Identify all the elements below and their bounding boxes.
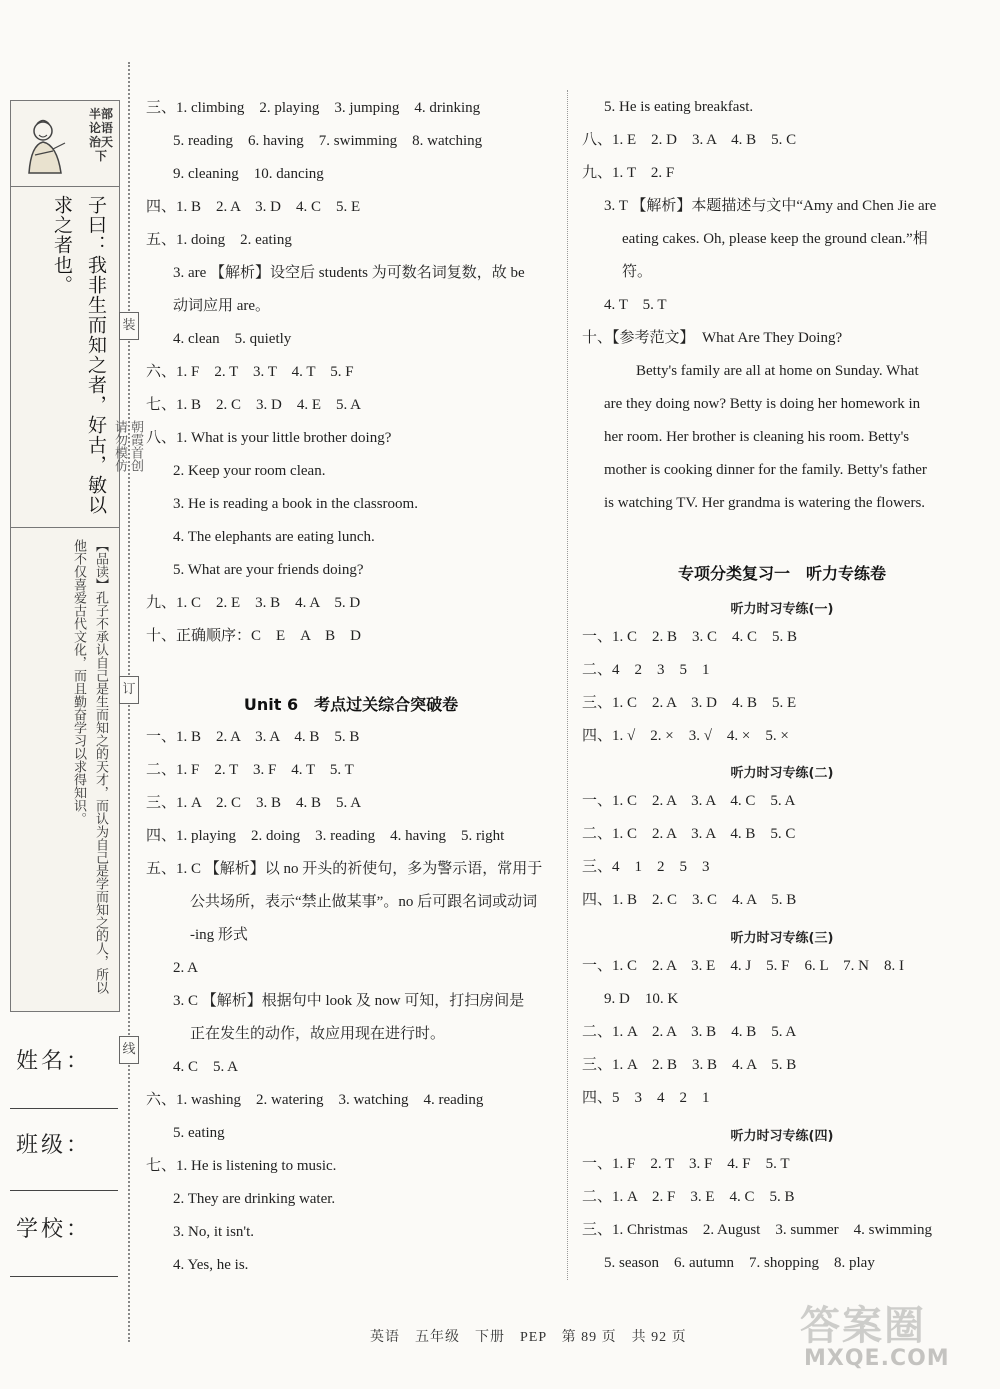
answer-line: 符。 [622, 264, 653, 280]
name-line [10, 1108, 118, 1109]
series-title: 半部论语治天下 [88, 107, 113, 163]
answer-line: 9. D 10. K [604, 991, 679, 1007]
answer-line: 5. He is eating breakfast. [604, 99, 754, 115]
section-title: 专项分类复习一 听力专练卷 [677, 564, 886, 583]
column-divider [567, 90, 568, 1280]
answer-line: 三、1. Christmas 2. August 3. summer 4. swimming [582, 1222, 933, 1238]
answer-line: 二、1. A 2. A 3. B 4. B 5. A [582, 1024, 797, 1040]
answer-line: 六、1. F 2. T 3. T 4. T 5. F [146, 364, 354, 380]
site-watermark [790, 1290, 990, 1380]
answer-line: 三、1. climbing 2. playing 3. jumping 4. drinking [146, 100, 481, 116]
answer-line: eating cakes. Oh, please keep the ground clean.”相 [622, 231, 928, 247]
answer-line: 五、1. doing 2. eating [146, 232, 292, 248]
answer-line: 一、1. C 2. A 3. A 4. C 5. A [582, 793, 796, 809]
answer-line: 十、【参考范文】 What Are They Doing? [582, 330, 843, 346]
answer-line: 八、1. What is your little brother doing? [146, 430, 392, 446]
answer-line: 三、1. A 2. B 3. B 4. A 5. B [582, 1057, 797, 1073]
answer-line: 四、5 3 4 2 1 [582, 1090, 710, 1106]
essay-line: are they doing now? Betty is doing her homework in [604, 396, 921, 412]
answer-line: 4. The elephants are eating lunch. [173, 529, 375, 545]
answer-line: 三、1. A 2. C 3. B 4. B 5. A [146, 795, 362, 811]
answer-line: 9. cleaning 10. dancing [173, 166, 324, 182]
cut-motto-line-1: 朝霞首创 [128, 420, 143, 472]
watermark-url: MXQE.COM [804, 1346, 950, 1371]
answer-line: 4. clean 5. quietly [173, 331, 292, 347]
answer-line: 二、1. C 2. A 3. A 4. B 5. C [582, 826, 796, 842]
answer-line: 七、1. B 2. C 3. D 4. E 5. A [146, 397, 362, 413]
subsection-title: 听力时习专练(四) [730, 1129, 834, 1144]
cut-marker-2: 订 [119, 676, 139, 704]
answer-line: 3. No, it isn't. [173, 1224, 255, 1240]
answer-line: 4. C 5. A [173, 1059, 239, 1075]
confucius-figure-icon [19, 115, 75, 177]
answer-line: 2. A [173, 960, 199, 976]
answer-line: 八、1. E 2. D 3. A 4. B 5. C [582, 132, 797, 148]
answer-line: 三、1. C 2. A 3. D 4. B 5. E [582, 695, 797, 711]
answer-line: 4. T 5. T [604, 297, 667, 313]
answer-line: 九、1. C 2. E 3. B 4. A 5. D [146, 595, 361, 611]
answer-line: 七、1. He is listening to music. [146, 1158, 337, 1174]
answer-line: 九、1. T 2. F [582, 165, 675, 181]
name-label: 姓名： [16, 1049, 92, 1074]
answer-line: -ing 形式 [190, 927, 248, 943]
page-footer: 英语 五年级 下册 PEP 第 89 页 共 92 页 [370, 1330, 687, 1345]
quote-panel [11, 187, 119, 528]
cut-motto [112, 420, 142, 600]
answer-line: 3. T 【解析】本题描述与文中“Amy and Chen Jie are [604, 198, 937, 214]
sidebar-header [11, 101, 119, 187]
answer-line: 一、1. F 2. T 3. F 4. F 5. T [582, 1156, 790, 1172]
confucius-quote: 子曰：我非生而知之者，好古，敏以求之者也。 [51, 195, 107, 515]
cut-marker-3: 线 [119, 1036, 139, 1064]
answer-line: 四、1. playing 2. doing 3. reading 4. having 5. right [146, 828, 505, 844]
answer-line: 5. reading 6. having 7. swimming 8. watching [173, 133, 483, 149]
school-line [10, 1276, 118, 1277]
answer-line: 3. are 【解析】设空后 students 为可数名词复数，故 be [173, 265, 525, 281]
essay-line: Betty's family are all at home on Sunday. What [636, 363, 919, 379]
subsection-title: 听力时习专练(一) [730, 602, 834, 617]
answer-line: 2. They are drinking water. [173, 1191, 336, 1207]
answer-line: 三、4 1 2 5 3 [582, 859, 710, 875]
subsection-title: 听力时习专练(三) [730, 931, 834, 946]
answer-line: 动词应用 are。 [173, 298, 271, 314]
answer-line: 3. C 【解析】根据句中 look 及 now 可知，打扫房间是 [173, 993, 525, 1009]
essay-line: mother is cooking dinner for the family. Betty's father [604, 462, 927, 478]
answer-line: 五、1. C 【解析】以 no 开头的祈使句，多为警示语，常用于 [146, 861, 543, 877]
answer-line: 3. He is reading a book in the classroom. [173, 496, 418, 512]
essay-line: is watching TV. Her grandma is watering the flowers. [604, 495, 926, 511]
answer-line: 二、4 2 3 5 1 [582, 662, 710, 678]
answer-line: 正在发生的动作，故应用现在进行时。 [190, 1026, 446, 1042]
class-label: 班级： [16, 1133, 92, 1158]
answer-line: 十、正确顺序：C E A B D [146, 628, 362, 644]
answer-line: 四、1. √ 2. × 3. √ 4. × 5. × [582, 728, 789, 744]
answer-line: 4. Yes, he is. [173, 1257, 249, 1273]
class-line [10, 1190, 118, 1191]
cut-motto-line-2: 请勿模仿 [112, 420, 127, 472]
answer-line: 六、1. washing 2. watering 3. watching 4. reading [146, 1092, 484, 1108]
answer-line: 2. Keep your room clean. [173, 463, 326, 479]
school-label: 学校： [16, 1217, 92, 1242]
answer-line: 5. season 6. autumn 7. shopping 8. play [604, 1255, 875, 1271]
answer-line: 5. eating [173, 1125, 225, 1141]
unit-title: Unit 6 考点过关综合突破卷 [243, 695, 459, 714]
reading-panel [11, 533, 119, 1011]
answer-line: 二、1. F 2. T 3. F 4. T 5. T [146, 762, 354, 778]
answer-line: 一、1. C 2. A 3. E 4. J 5. F 6. L 7. N 8. I [582, 958, 904, 974]
sidebar-panel [10, 100, 120, 1012]
cut-marker-1: 装 [119, 312, 139, 340]
watermark-logo-text: 答案圈 [800, 1303, 926, 1349]
answer-line: 四、1. B 2. C 3. C 4. A 5. B [582, 892, 797, 908]
answer-line: 四、1. B 2. A 3. D 4. C 5. E [146, 199, 361, 215]
answer-line: 5. What are your friends doing? [173, 562, 364, 578]
answer-line: 公共场所，表示“禁止做某事”。no 后可跟名词或动词 [190, 894, 538, 910]
answer-line: 一、1. C 2. B 3. C 4. C 5. B [582, 629, 798, 645]
subsection-title: 听力时习专练(二) [730, 766, 834, 781]
essay-line: her room. Her brother is cleaning his room. Betty's [604, 429, 910, 445]
answer-line: 二、1. A 2. F 3. E 4. C 5. B [582, 1189, 795, 1205]
answer-line: 一、1. B 2. A 3. A 4. B 5. B [146, 729, 360, 745]
reading-commentary: 【品读】孔子不承认自己是生而知之的天才，而认为自己是学而知之的人，所以他不仅喜爱古代文化，而且勤奋学习以求得知识。 [71, 539, 108, 994]
